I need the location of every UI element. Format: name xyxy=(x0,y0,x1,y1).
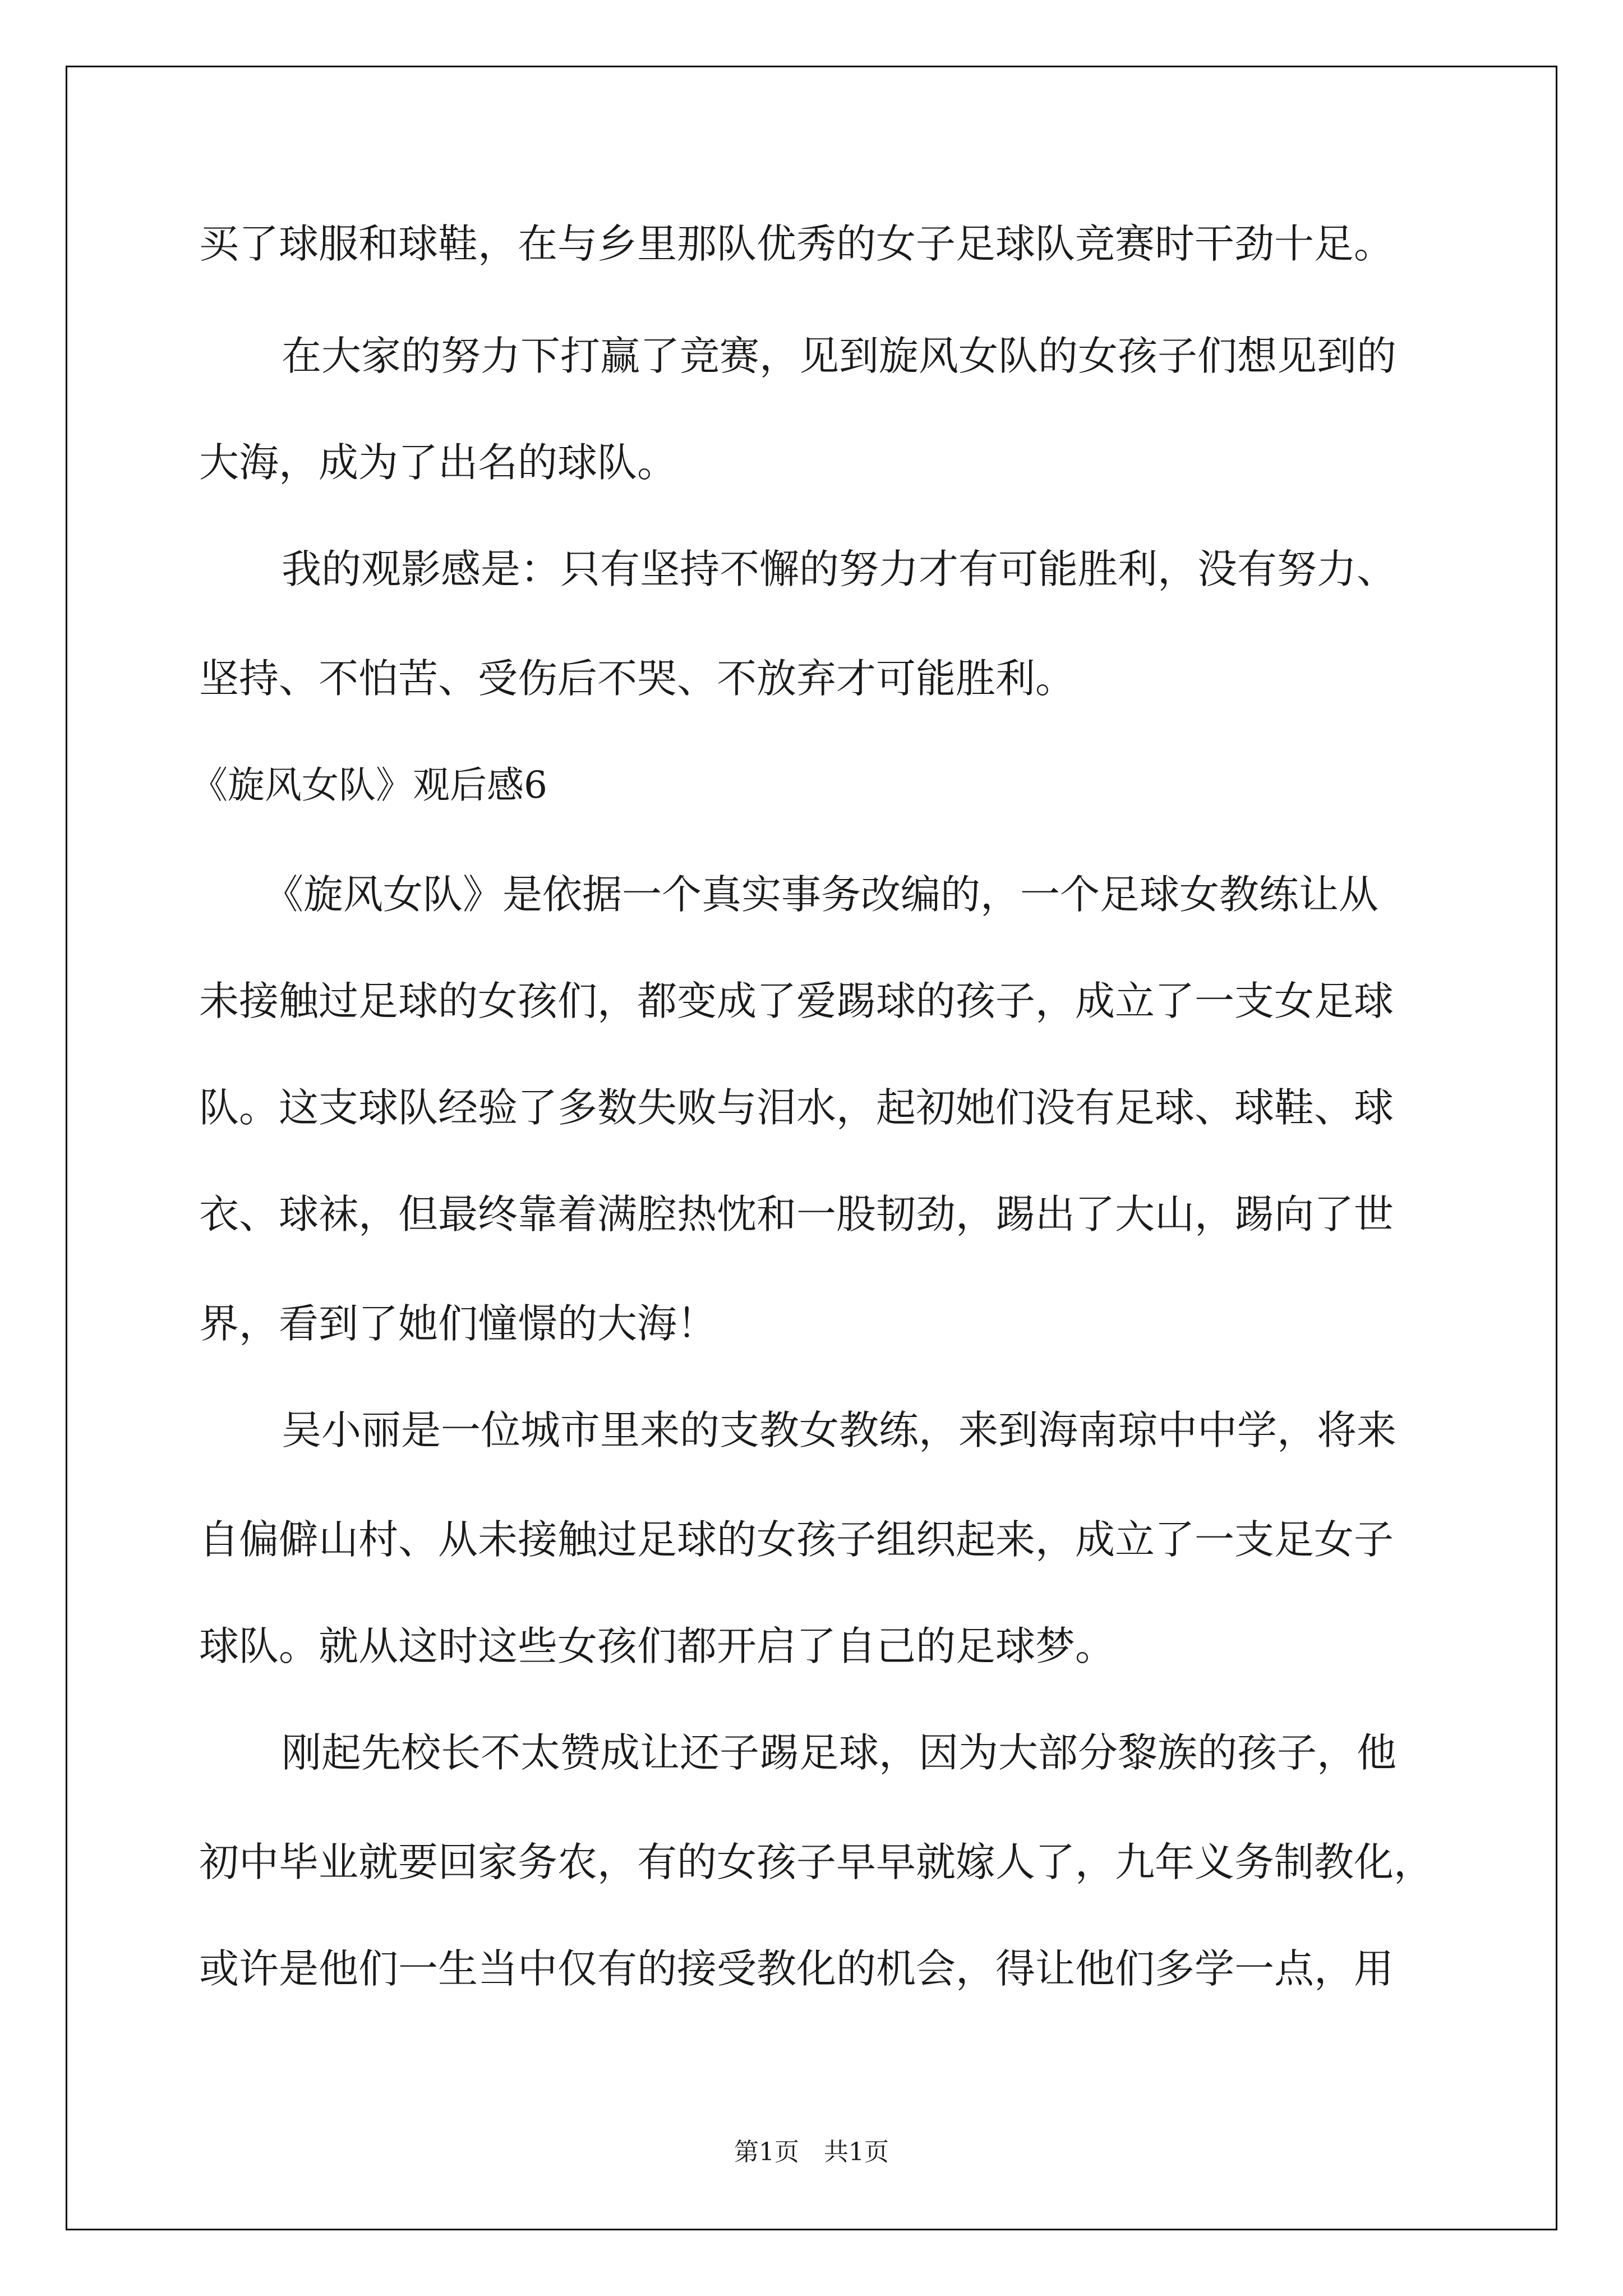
text-line-5: 坚持、不怕苦、受伤后不哭、不放弃才可能胜利。 xyxy=(199,655,1076,702)
text-line-7: 《旋风女队》是依据一个真实事务改编的，一个足球女教练让从 xyxy=(264,871,1379,918)
section-heading: 《旋风女队》观后感6 xyxy=(191,763,547,807)
text-line-15: 刚起先校长不太赞成让还子踢足球，因为大部分黎族的孩子，他 xyxy=(282,1729,1397,1776)
text-line-9: 队。这支球队经验了多数失败与泪水，起初她们没有足球、球鞋、球 xyxy=(199,1084,1394,1131)
text-line-12: 吴小丽是一位城市里来的支教女教练，来到海南琼中中学，将来 xyxy=(282,1407,1397,1453)
text-line-11: 界，看到了她们憧憬的大海！ xyxy=(199,1300,717,1347)
text-line-4: 我的观影感是：只有坚持不懈的努力才有可能胜利，没有努力、 xyxy=(282,546,1397,592)
page-border xyxy=(66,66,1557,2230)
text-line-14: 球队。就从这时这些女孩们都开启了自己的足球梦。 xyxy=(199,1623,1115,1669)
text-line-2: 在大家的努力下打赢了竞赛，见到旋风女队的女孩子们想见到的 xyxy=(282,333,1397,379)
text-line-13: 自偏僻山村、从未接触过足球的女孩子组织起来，成立了一支足女子 xyxy=(199,1516,1394,1563)
text-line-3: 大海，成为了出名的球队。 xyxy=(199,439,677,486)
text-line-10: 衣、球袜，但最终靠着满腔热忱和一股韧劲，踢出了大山，踢向了世 xyxy=(199,1191,1394,1237)
text-line-8: 未接触过足球的女孩们，都变成了爱踢球的孩子，成立了一支女足球 xyxy=(199,978,1394,1024)
text-line-16: 初中毕业就要回家务农，有的女孩子早早就嫁人了，九年义务制教化， xyxy=(199,1839,1434,1885)
page-number: 第1页 共1页 xyxy=(734,2138,889,2166)
text-line-1: 买了球服和球鞋，在与乡里那队优秀的女子足球队竞赛时干劲十足。 xyxy=(199,220,1394,267)
text-line-17: 或许是他们一生当中仅有的接受教化的机会，得让他们多学一点，用 xyxy=(199,1945,1394,1992)
